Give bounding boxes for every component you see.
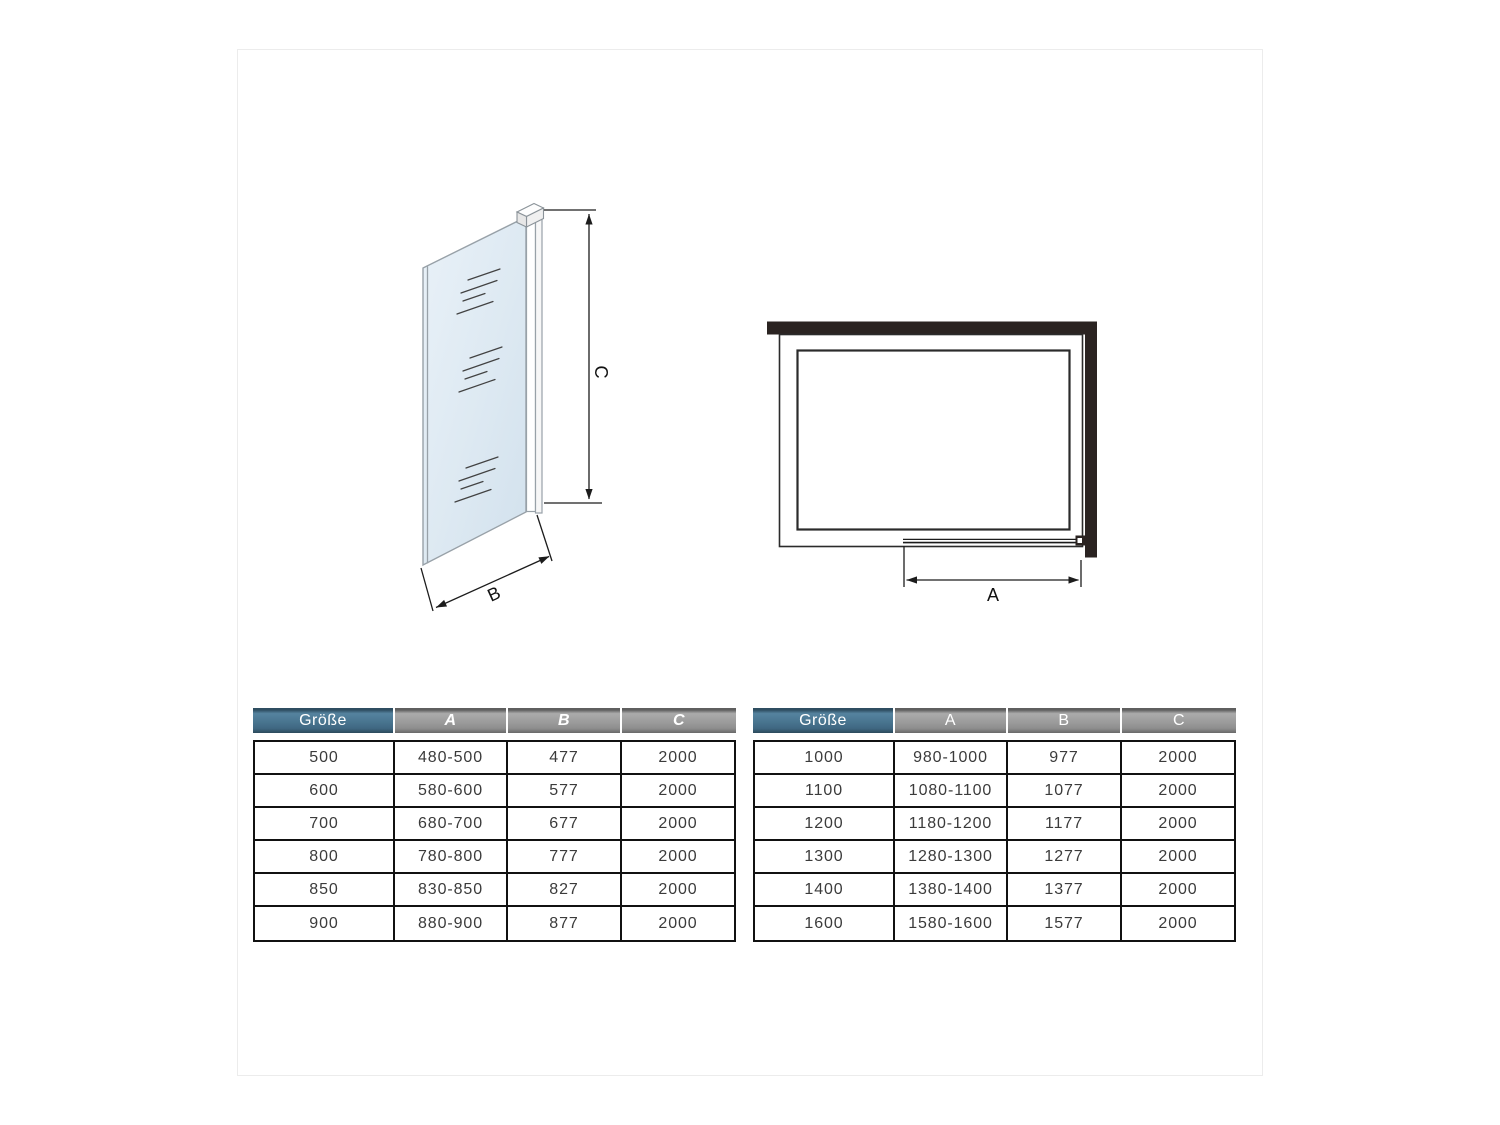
table-cell: 900 — [255, 907, 395, 940]
table-cell: 2000 — [658, 880, 698, 898]
table-row — [255, 874, 734, 907]
table-cell: 1580-1600 — [895, 907, 1008, 940]
table-cell: 1000 — [755, 742, 895, 773]
tray-inner — [798, 351, 1070, 530]
table-cell: 827 — [508, 874, 622, 905]
col-header-b: B — [1008, 708, 1122, 733]
table-cell: 1077 — [1008, 775, 1122, 806]
table-cell: 480-500 — [395, 742, 508, 773]
tray-outer — [780, 335, 1083, 547]
table-row — [255, 841, 734, 874]
table-row — [755, 841, 1234, 874]
table-cell: 677 — [508, 808, 622, 839]
table-cell: 2000 — [658, 847, 698, 865]
table-cell: 2000 — [658, 748, 698, 766]
table-row — [255, 808, 734, 841]
table-cell: 1377 — [1008, 874, 1122, 905]
table-cell: 1080-1100 — [895, 775, 1008, 806]
table-cell: 700 — [255, 808, 395, 839]
dimension-c — [544, 210, 611, 503]
col-header-c: C — [1122, 708, 1236, 733]
table-row — [755, 808, 1234, 841]
table-cell: 2000 — [1158, 814, 1198, 832]
col-header-groesse: Größe — [753, 708, 895, 733]
side-view-diagram — [421, 204, 611, 612]
table-cell: 850 — [255, 874, 395, 905]
table-cell: 1180-1200 — [895, 808, 1008, 839]
size-table-small — [253, 708, 736, 942]
table-cell: 977 — [1008, 742, 1122, 773]
table-cell: 830-850 — [395, 874, 508, 905]
table-cell: 2000 — [1158, 748, 1198, 766]
table-row — [255, 775, 734, 808]
table-row — [255, 907, 734, 940]
table-cell: 1300 — [755, 841, 895, 872]
table-header-row — [753, 708, 1236, 733]
size-table-large — [753, 708, 1236, 942]
table-cell: 1280-1300 — [895, 841, 1008, 872]
dim-label-c: C — [591, 365, 611, 379]
table-cell: 1400 — [755, 874, 895, 905]
table-row — [755, 742, 1234, 775]
table-cell: 577 — [508, 775, 622, 806]
table-cell: 600 — [255, 775, 395, 806]
table-cell: 780-800 — [395, 841, 508, 872]
table-cell: 1177 — [1008, 808, 1122, 839]
table-cell: 980-1000 — [895, 742, 1008, 773]
table-body — [253, 740, 736, 942]
table-cell: 2000 — [658, 781, 698, 799]
table-cell: 2000 — [658, 814, 698, 832]
table-row — [755, 874, 1234, 907]
col-header-groesse: Größe — [253, 708, 395, 733]
table-cell: 1380-1400 — [895, 874, 1008, 905]
top-view-diagram — [767, 322, 1097, 606]
wall-top — [767, 322, 1097, 335]
table-cell: 680-700 — [395, 808, 508, 839]
table-body — [753, 740, 1236, 942]
table-cell: 1100 — [755, 775, 895, 806]
table-cell: 477 — [508, 742, 622, 773]
table-cell: 2000 — [1158, 880, 1198, 898]
glass-panel-top-view — [903, 536, 1086, 546]
table-header-row — [253, 708, 736, 733]
table-cell: 777 — [508, 841, 622, 872]
table-cell: 580-600 — [395, 775, 508, 806]
dim-label-b: B — [484, 582, 504, 606]
glass-panel — [423, 217, 526, 565]
dimension-a — [904, 546, 1081, 605]
col-header-b: B — [508, 708, 622, 733]
table-cell: 2000 — [1158, 847, 1198, 865]
table-cell: 2000 — [658, 914, 698, 932]
table-cell: 1577 — [1008, 907, 1122, 940]
col-header-c: C — [622, 708, 736, 733]
table-cell: 880-900 — [395, 907, 508, 940]
table-cell: 1600 — [755, 907, 895, 940]
table-cell: 2000 — [1158, 914, 1198, 932]
table-cell: 1277 — [1008, 841, 1122, 872]
dim-label-a: A — [986, 585, 1000, 605]
wall-right — [1085, 322, 1097, 558]
col-header-a: A — [395, 708, 508, 733]
table-row — [255, 742, 734, 775]
table-cell: 1200 — [755, 808, 895, 839]
table-row — [755, 907, 1234, 940]
table-cell: 800 — [255, 841, 395, 872]
table-cell: 877 — [508, 907, 622, 940]
table-cell: 2000 — [1158, 781, 1198, 799]
col-header-a: A — [895, 708, 1008, 733]
table-cell: 500 — [255, 742, 395, 773]
table-row — [755, 775, 1234, 808]
